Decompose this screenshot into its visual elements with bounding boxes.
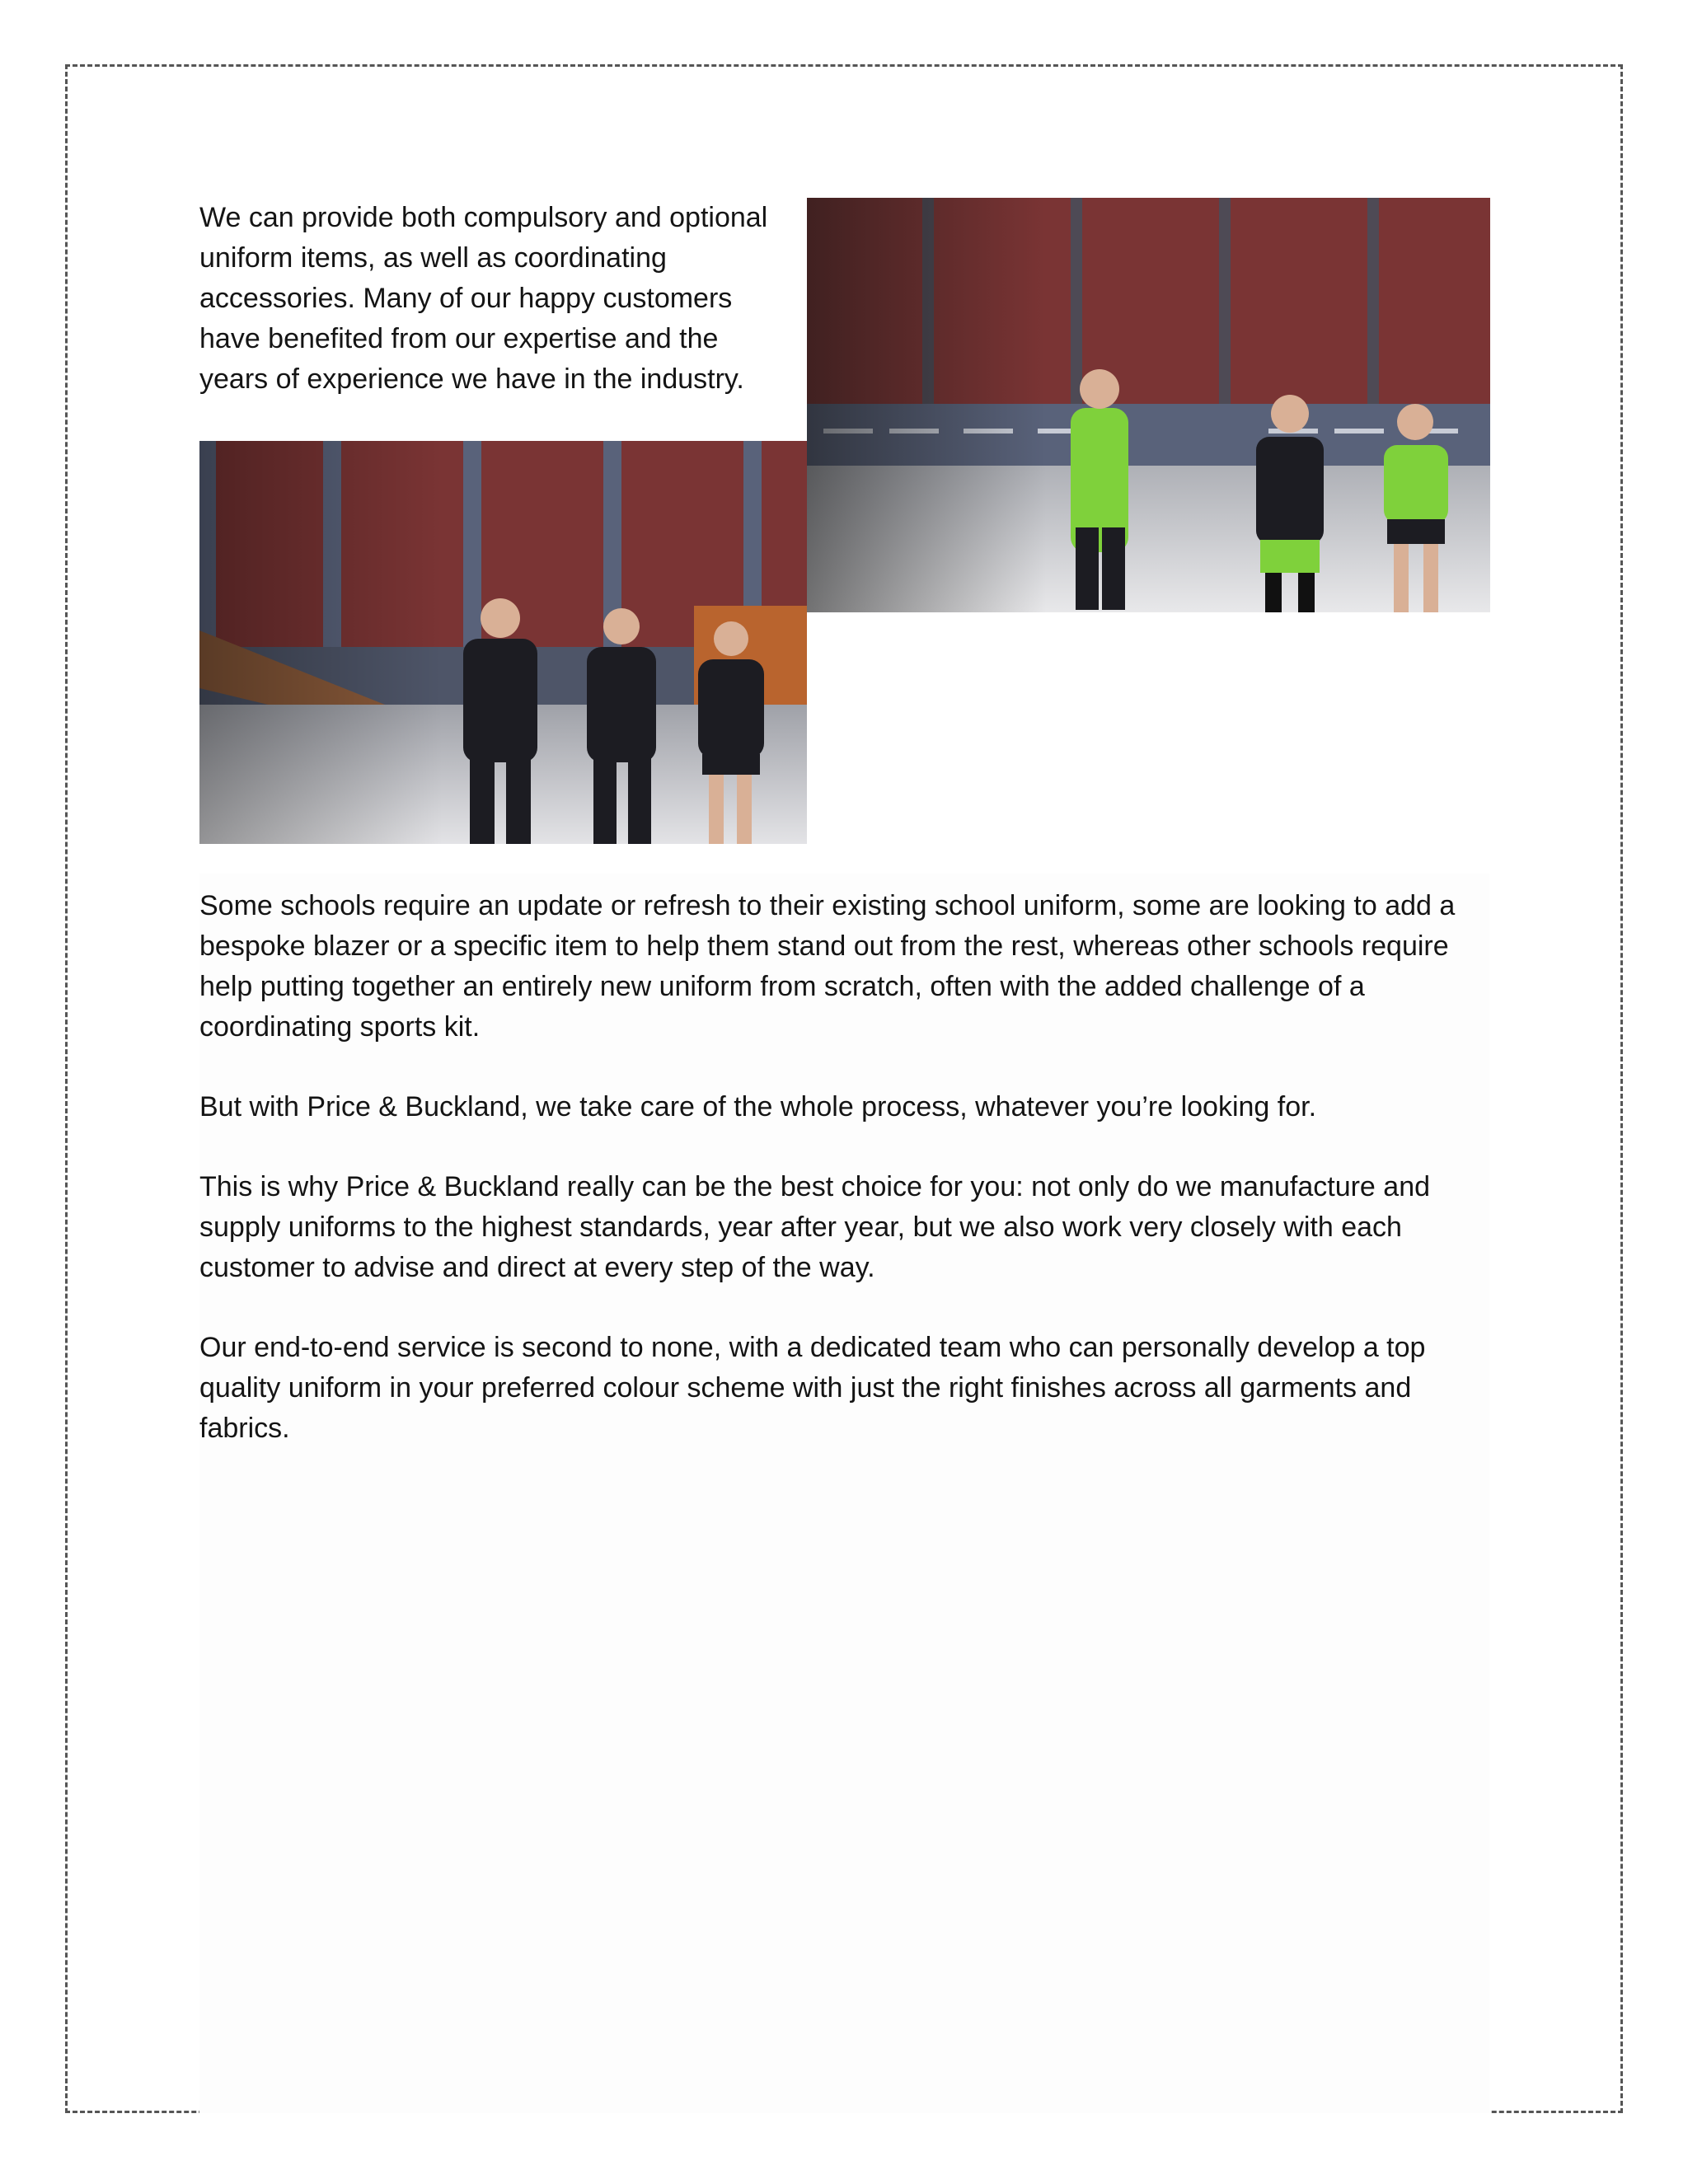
paragraph-service: Our end-to-end service is second to none, with a dedicated team who can personally develop a top quality uniform in your preferred colour scheme with just the right finishes across all garments and fabrics. (199, 1332, 1426, 1444)
paragraph-schools: Some schools require an update or refresh to their existing school uniform, some are looking to add a bespoke blazer or a specific item to help them stand out from the rest, whereas other schools require help putting together an entirely new uniform from scratch, often with the added challenge of a coordinating sports kit. (199, 890, 1456, 1043)
paragraph-best-choice: This is why Price & Buckland really can be the best choice for you: not only do we manufacture and supply uniforms to the highest standards, year after year, but we also work very closely with each customer to advise and direct at every step of the way. (199, 1171, 1431, 1283)
formal-uniform-photo (199, 441, 807, 844)
sports-kit-photo (807, 198, 1490, 612)
intro-paragraph: We can provide both compulsory and optional uniform items, as well as coordinating accessories. Many of our happy customers have benefited from our expertise and the years of experience we have in the industry. (199, 202, 768, 395)
body-text (199, 886, 1502, 1488)
paragraph-process: But with Price & Buckland, we take care of the whole process, whatever you’re looking for. (199, 1091, 1317, 1122)
